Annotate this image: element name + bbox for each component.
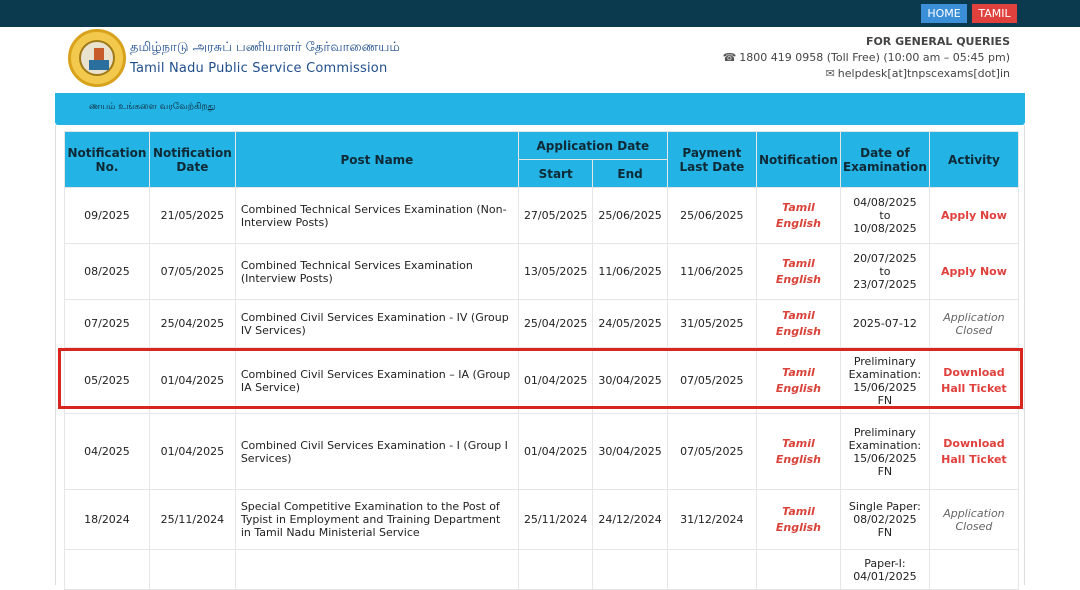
exam-date: 20/07/2025 to 23/07/2025 [840,244,929,300]
exam-date: Single Paper: 08/02/2025 FN [840,490,929,550]
start-date: 27/05/2025 [518,188,592,244]
apply-now-link[interactable]: Apply Now [929,244,1018,300]
org-name-tamil: தமிழ்நாடு அரசுப் பணியாளர் தேர்வாணையம் [130,40,400,55]
notification-links [756,414,840,490]
header-post-name: Post Name [235,132,518,188]
notification-links [756,348,840,414]
table-row [65,300,1019,348]
payment-date: 31/12/2024 [667,490,756,550]
download-hall-ticket-link[interactable]: Download Hall Ticket [929,348,1018,414]
end-date: 11/06/2025 [593,244,667,300]
end-date: 30/04/2025 [593,414,667,490]
email-text: helpdesk[at]tnpscexams[dot]in [837,67,1010,80]
table-row [65,244,1019,300]
table-row [65,490,1019,550]
payment-date: 31/05/2025 [667,300,756,348]
post-name: Special Competitive Examination to the Post of Typist in Employment and Training Department in Tamil Nadu Ministerial Service [235,490,518,550]
apply-now-link[interactable]: Apply Now [929,188,1018,244]
notification-no: 05/2025 [65,348,150,414]
application-closed-status: Application Closed [929,300,1018,348]
exam-date: Paper-I: 04/01/2025 [840,550,929,590]
home-button[interactable]: HOME [921,4,967,23]
header-activity: Activity [929,132,1018,188]
post-name: Combined Technical Services Examination (Interview Posts) [235,244,518,300]
payment-date: 07/05/2025 [667,348,756,414]
notification-date: 01/04/2025 [149,348,235,414]
exam-date: Preliminary Examination: 15/06/2025 FN [840,414,929,490]
tnpsc-emblem-logo[interactable] [68,29,126,87]
top-bar [0,0,1080,27]
header-start: Start [518,160,592,188]
welcome-text: ணயம் உங்களை வரவேற்கிறது [89,102,216,112]
notification-links [756,244,840,300]
queries-title: FOR GENERAL QUERIES [865,35,1010,48]
english-link[interactable]: English [775,216,822,230]
post-name: Combined Civil Services Examination – IA (Group IA Service) [235,348,518,414]
notification-links [756,300,840,348]
notifications-panel [55,125,1025,585]
end-date: 24/12/2024 [593,490,667,550]
activity-cell [929,550,1018,590]
mail-icon: ✉ [825,67,835,80]
table-row [65,550,1019,590]
org-name-english: Tamil Nadu Public Service Commission [130,61,388,76]
post-name: Combined Technical Services Examination (Non-Interview Posts) [235,188,518,244]
phone-text: 1800 419 0958 (Toll Free) (10:00 am – 05:45 pm) [739,51,1010,64]
english-link[interactable]: English [775,381,822,395]
end-date: 30/04/2025 [593,348,667,414]
payment-date [667,550,756,590]
tamil-language-button[interactable]: TAMIL [972,4,1017,23]
notification-date: 25/11/2024 [149,490,235,550]
application-closed-status: Application Closed [929,490,1018,550]
notification-date: 07/05/2025 [149,244,235,300]
english-link[interactable]: English [775,272,822,286]
tamil-link[interactable]: Tamil [782,365,815,379]
exam-date: 04/08/2025 to 10/08/2025 [840,188,929,244]
payment-date: 11/06/2025 [667,244,756,300]
table-row [65,188,1019,244]
end-date [593,550,667,590]
notification-no: 09/2025 [65,188,150,244]
english-link[interactable]: English [775,520,822,534]
end-date: 25/06/2025 [593,188,667,244]
notification-date: 01/04/2025 [149,414,235,490]
notification-no [65,550,150,590]
phone-icon: ☎ [722,51,737,64]
header-date-of-exam: Date of Examination [840,132,929,188]
header-notification: Notification [756,132,840,188]
exam-date: Preliminary Examination: 15/06/2025 FN [840,348,929,414]
post-name: Combined Civil Services Examination - IV (Group IV Services) [235,300,518,348]
notification-no: 18/2024 [65,490,150,550]
end-date: 24/05/2025 [593,300,667,348]
header-end: End [593,160,667,188]
table-row [65,348,1019,414]
header-notification-no: Notification No. [65,132,150,188]
header-notification-date: Notification Date [149,132,235,188]
phone-info [723,51,1010,64]
notification-no: 07/2025 [65,300,150,348]
download-hall-ticket-link[interactable]: Download Hall Ticket [929,414,1018,490]
welcome-marquee [55,93,1025,125]
email-info [826,67,1010,80]
header-payment-last-date: Payment Last Date [667,132,756,188]
start-date: 25/04/2025 [518,300,592,348]
tamil-link[interactable]: Tamil [782,504,815,518]
tamil-link[interactable]: Tamil [782,200,815,214]
notification-links [756,550,840,590]
start-date: 25/11/2024 [518,490,592,550]
tamil-link[interactable]: Tamil [782,436,815,450]
notifications-table [64,131,1019,590]
post-name [235,550,518,590]
table-row [65,414,1019,490]
start-date: 01/04/2025 [518,414,592,490]
notification-date: 25/04/2025 [149,300,235,348]
notification-links [756,490,840,550]
header-application-date: Application Date [518,132,667,160]
english-link[interactable]: English [775,324,822,338]
notification-date [149,550,235,590]
notification-date: 21/05/2025 [149,188,235,244]
notification-no: 08/2025 [65,244,150,300]
post-name: Combined Civil Services Examination - I (Group I Services) [235,414,518,490]
start-date [518,550,592,590]
exam-date: 2025-07-12 [840,300,929,348]
tamil-link[interactable]: Tamil [782,256,815,270]
notification-no: 04/2025 [65,414,150,490]
start-date: 01/04/2025 [518,348,592,414]
payment-date: 25/06/2025 [667,188,756,244]
start-date: 13/05/2025 [518,244,592,300]
english-link[interactable]: English [775,452,822,466]
notification-links [756,188,840,244]
payment-date: 07/05/2025 [667,414,756,490]
tamil-link[interactable]: Tamil [782,308,815,322]
